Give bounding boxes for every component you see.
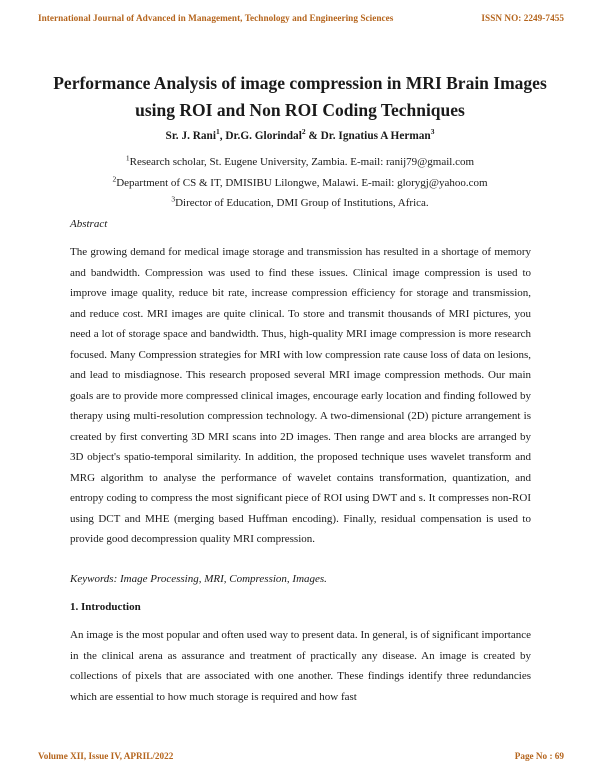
affiliation-2-text: Department of CS & IT, DMISIBU Lilongwe, Malawi. E-mail: glorygj@yahoo.com [116,177,488,189]
affiliation-2 [40,174,560,189]
page-number: Page No : 69 [514,751,564,761]
affiliation-2-sup: 2 [112,174,117,184]
author-3-sup: 3 [430,127,435,137]
affiliation-3 [40,194,560,209]
affiliation-3-sup: 3 [171,194,176,204]
title-line-1: Performance Analysis of image compression in MRI Brain Images [53,73,547,93]
affiliation-3-text: Director of Education, DMI Group of Institutions, Africa. [175,197,429,209]
journal-header: International Journal of Advanced in Management, Technology and Engineering Sciences [38,13,394,23]
author-1: Sr. J. Rani [165,130,216,142]
abstract-label: Abstract [70,218,108,230]
volume-footer: Volume XII, Issue IV, APRIL/2022 [38,751,174,761]
author-3: & Dr. Ignatius A Herman [305,130,431,142]
affiliation-1-text: Research scholar, St. Eugene University, Zambia. E-mail: ranij79@gmail.com [129,156,475,168]
author-2: , Dr.G. Glorindal [219,130,302,142]
issn-header: ISSN NO: 2249-7455 [481,13,564,23]
paper-title [40,70,560,124]
introduction-text: An image is the most popular and often used way to present data. In general, is of significant importance in the clinical arena as assurance and treatment of practically any disease. An image is created by collections of pixels that are associated with one another. These findings identify three redundancies which are essential to how much storage is required and how fast [70,629,531,703]
title-line-2: using ROI and Non ROI Coding Techniques [135,100,465,120]
abstract-text: The growing demand for medical image storage and transmission has resulted in a shortage of memory and bandwidth. Compression was used to find these issues. Clinical image compression is used to improve image quality, reduce bit rate, increase compression efficiency for storage and transmission, and reduce cost. MRI images are quite clinical. To store and transmit thousands of MRI pictures, you need a lot of storage space and bandwidth. Thus, high-quality MRI image compression is more research focused. Many Compression strategies for MRI with low compression rate cause loss of data on lesions, and lead to misdiagnose. This research proposed several MRI image compression methods. Our main goals are to provide more compressed clinical images, encourage early location and finding followed by therapy using multi-resolution compression technology. A two-dimensional (2D) picture arrangement is created by first converting 3D MRI scans into 2D images. Then range and area blocks are arranged by 3D object's spatio-temporal similarity. In addition, the proposed technique uses wavelet transform and MRG algorithm to analyse the performance of wavelet contains transformation, quantization, and entropy coding to compress the most significant piece of ROI using DWT and s. It compresses non-ROI using DCT and MHE (merging based Huffman encoding). Finally, residual compensation is used to provide good decompression quality MRI compression. [70,246,531,545]
section-heading-introduction: 1. Introduction [70,601,141,613]
author-2-sup: 2 [301,127,306,137]
author-list [40,127,560,142]
affiliation-1-sup: 1 [125,153,130,163]
keywords: Keywords: Image Processing, MRI, Compression, Images. [70,573,327,585]
affiliation-1 [40,153,560,168]
author-1-sup: 1 [215,127,220,137]
